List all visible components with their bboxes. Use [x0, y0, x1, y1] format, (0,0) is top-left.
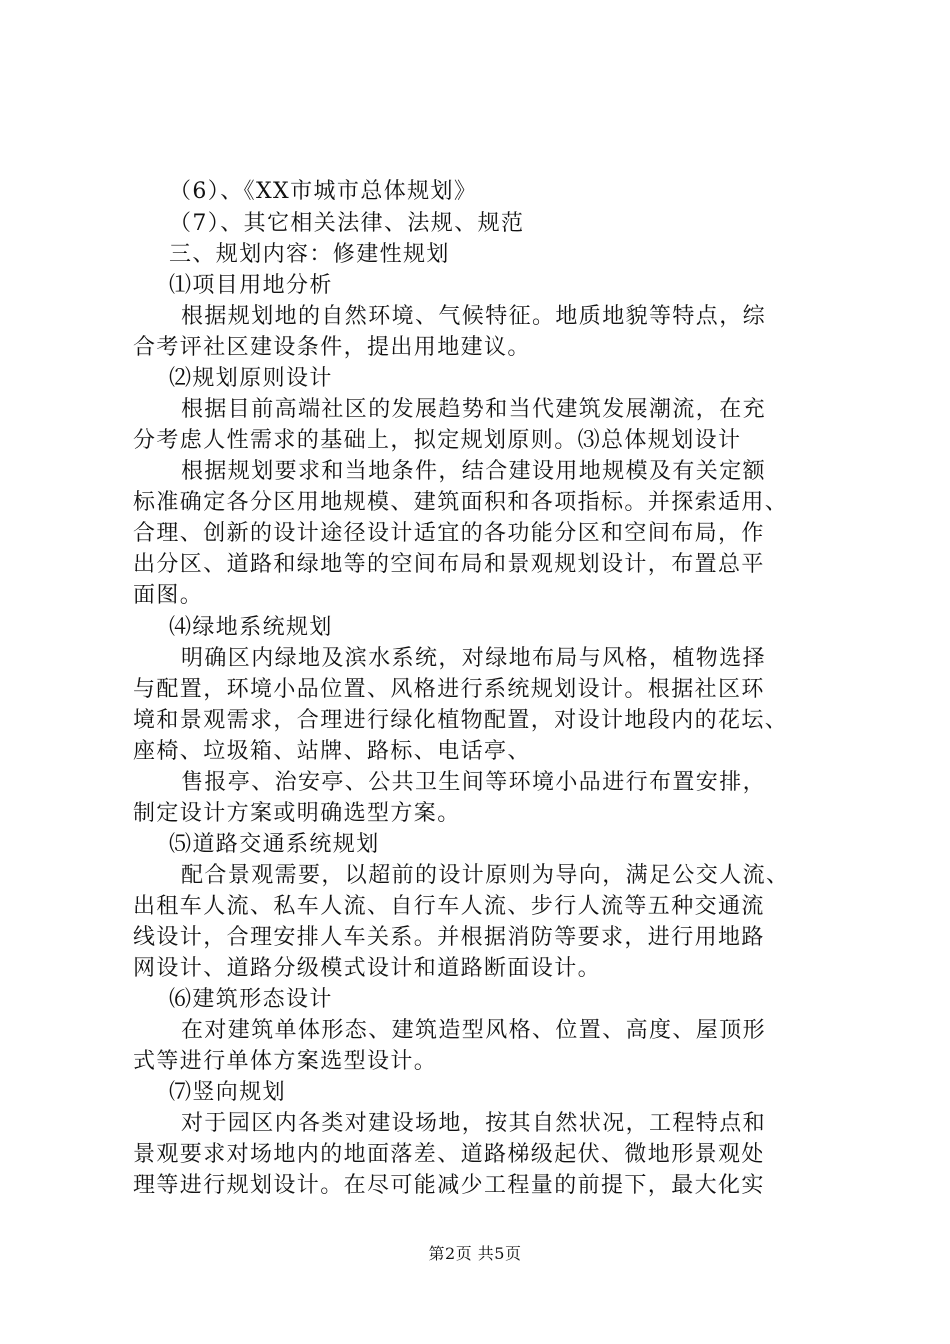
text-line: 明确区内绿地及滨水系统，对绿地布局与风格，植物选择 [181, 646, 767, 671]
text-line: 合理、创新的设计途径设计适宜的各功能分区和空间布局，作 [133, 521, 765, 546]
text-line: （7）、其它相关法律、法规、规范 [169, 211, 525, 236]
section-heading: 三、规划内容：修建性规划 [169, 242, 450, 267]
text-line: 理等进行规划设计。在尽可能减少工程量的前提下，最大化实 [133, 1173, 765, 1198]
text-line: 售报亭、治安亭、公共卫生间等环境小品进行布置安排， [181, 770, 767, 795]
text-line: 境和景观需求，合理进行绿化植物配置，对设计地段内的花坛、 [133, 708, 789, 733]
text-line: 合考评社区建设条件，提出用地建议。 [133, 335, 531, 360]
subsection-heading: ⑵规划原则设计 [169, 366, 333, 391]
subsection-heading: ⑷绿地系统规划 [169, 615, 333, 640]
text-line: 出分区、道路和绿地等的空间布局和景观规划设计，布置总平 [133, 552, 765, 577]
text-line: 在对建筑单体形态、建筑造型风格、位置、高度、屋顶形 [181, 1018, 767, 1043]
subsection-heading: ⑺竖向规划 [169, 1080, 287, 1105]
text-line: 与配置，环境小品位置、风格进行系统规划设计。根据社区环 [133, 677, 765, 702]
subsection-heading: ⑸道路交通系统规划 [169, 832, 380, 857]
subsection-heading: ⑴项目用地分析 [169, 273, 333, 298]
text-line: 面图。 [133, 583, 204, 608]
text-line: 景观要求对场地内的地面落差、道路梯级起伏、微地形景观处 [133, 1142, 765, 1167]
text-line: 分考虑人性需求的基础上，拟定规划原则。⑶总体规划设计 [133, 428, 742, 453]
subsection-heading: ⑹建筑形态设计 [169, 987, 333, 1012]
text-line: 标准确定各分区用地规模、建筑面积和各项指标。并探索适用、 [133, 490, 789, 515]
text-line: 网设计、道路分级模式设计和道路断面设计。 [133, 956, 602, 981]
text-line: （6）、《XX市城市总体规划》 [169, 179, 478, 204]
text-line: 制定设计方案或明确选型方案。 [133, 801, 461, 826]
text-line: 根据规划要求和当地条件，结合建设用地规模及有关定额 [181, 459, 767, 484]
text-line: 线设计，合理安排人车关系。并根据消防等要求，进行用地路 [133, 925, 765, 950]
text-line: 对于园区内各类对建设场地，按其自然状况，工程特点和 [181, 1111, 767, 1136]
text-line: 出租车人流、私车人流、自行车人流、步行人流等五种交通流 [133, 894, 765, 919]
text-line: 式等进行单体方案选型设计。 [133, 1049, 438, 1074]
text-line: 配合景观需要，以超前的设计原则为导向，满足公交人流、 [181, 863, 790, 888]
text-line: 根据目前高端社区的发展趋势和当代建筑发展潮流，在充 [181, 397, 767, 422]
page-number: 第2页 共5页 [428, 1244, 522, 1263]
text-line: 根据规划地的自然环境、气候特征。地质地貌等特点，综 [181, 304, 767, 329]
text-line: 座椅、垃圾箱、站牌、路标、电话亭、 [133, 739, 531, 764]
